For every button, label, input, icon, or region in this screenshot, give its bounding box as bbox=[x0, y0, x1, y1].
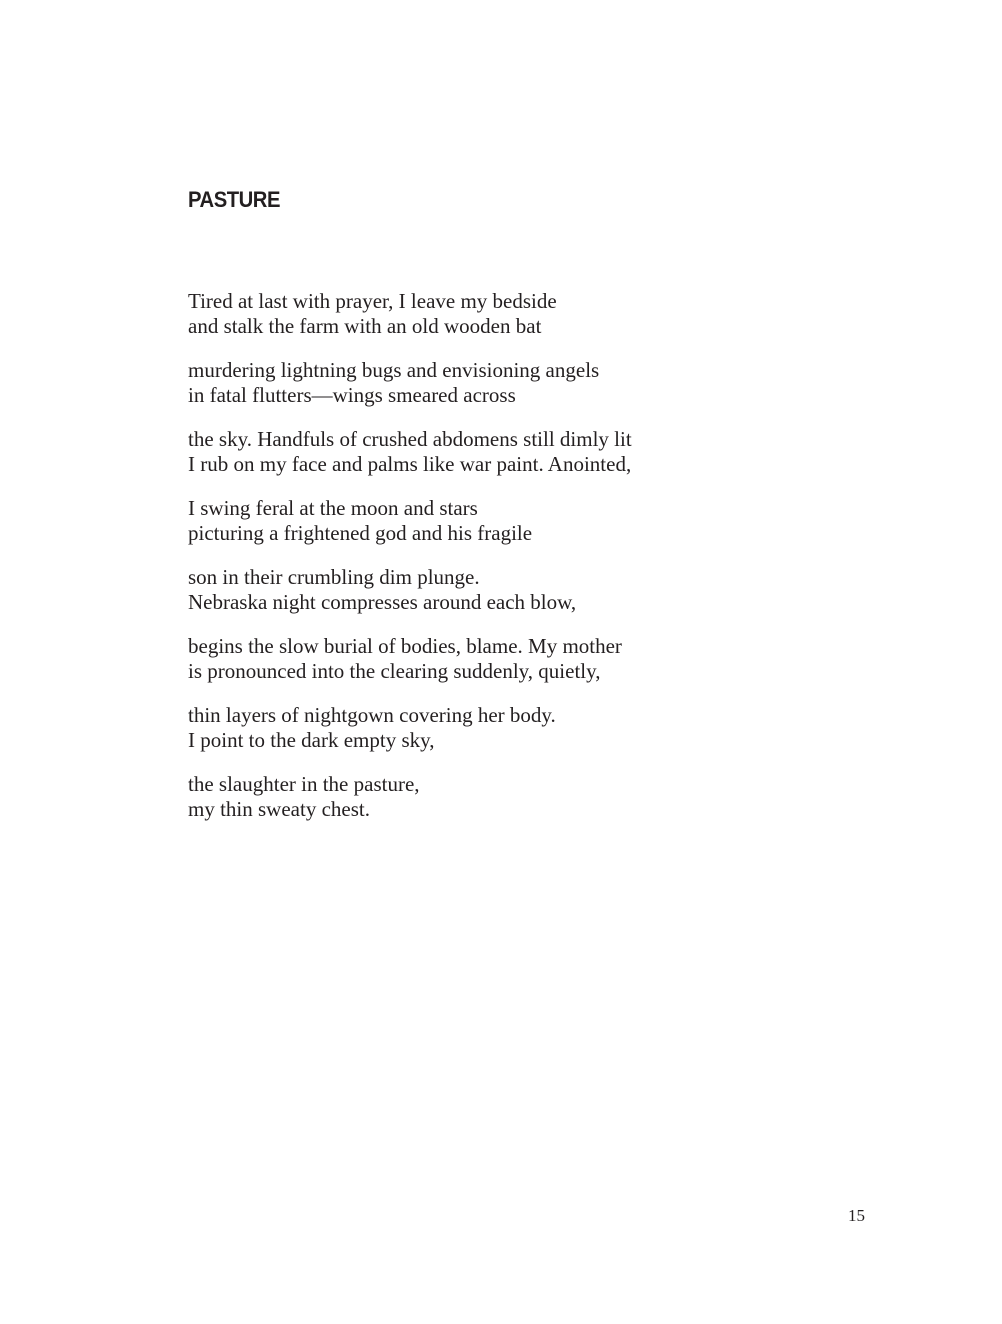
page-number: 15 bbox=[848, 1206, 865, 1225]
poem-line: I point to the dark empty sky, bbox=[188, 728, 435, 752]
stanza-4 bbox=[188, 496, 788, 546]
poem-line: I rub on my face and palms like war paint. Anointed, bbox=[188, 452, 632, 476]
poem-line: I swing feral at the moon and stars bbox=[188, 496, 478, 520]
poem-body bbox=[188, 289, 788, 841]
poem-line: Tired at last with prayer, I leave my bedside bbox=[188, 289, 557, 313]
poem-line: Nebraska night compresses around each blow, bbox=[188, 590, 577, 614]
poem-title: PASTURE bbox=[188, 187, 280, 212]
poem-line: murdering lightning bugs and envisioning angels bbox=[188, 358, 600, 382]
poem-line: thin layers of nightgown covering her body. bbox=[188, 703, 556, 727]
poem-line: my thin sweaty chest. bbox=[188, 797, 370, 821]
poem-line: and stalk the farm with an old wooden bat bbox=[188, 314, 542, 338]
poem-line: begins the slow burial of bodies, blame. My mother bbox=[188, 634, 622, 658]
poem-line: the slaughter in the pasture, bbox=[188, 772, 420, 796]
poem-line: in fatal flutters—wings smeared across bbox=[188, 383, 516, 407]
poem-line: the sky. Handfuls of crushed abdomens still dimly lit bbox=[188, 427, 632, 451]
stanza-5 bbox=[188, 565, 788, 615]
poem-line: picturing a frightened god and his fragile bbox=[188, 521, 533, 545]
stanza-2 bbox=[188, 358, 788, 408]
stanza-1 bbox=[188, 289, 788, 339]
poem-line: is pronounced into the clearing suddenly, quietly, bbox=[188, 659, 601, 683]
stanza-7 bbox=[188, 703, 788, 753]
stanza-3 bbox=[188, 427, 788, 477]
stanza-8 bbox=[188, 772, 788, 822]
stanza-6 bbox=[188, 634, 788, 684]
poem-line: son in their crumbling dim plunge. bbox=[188, 565, 480, 589]
